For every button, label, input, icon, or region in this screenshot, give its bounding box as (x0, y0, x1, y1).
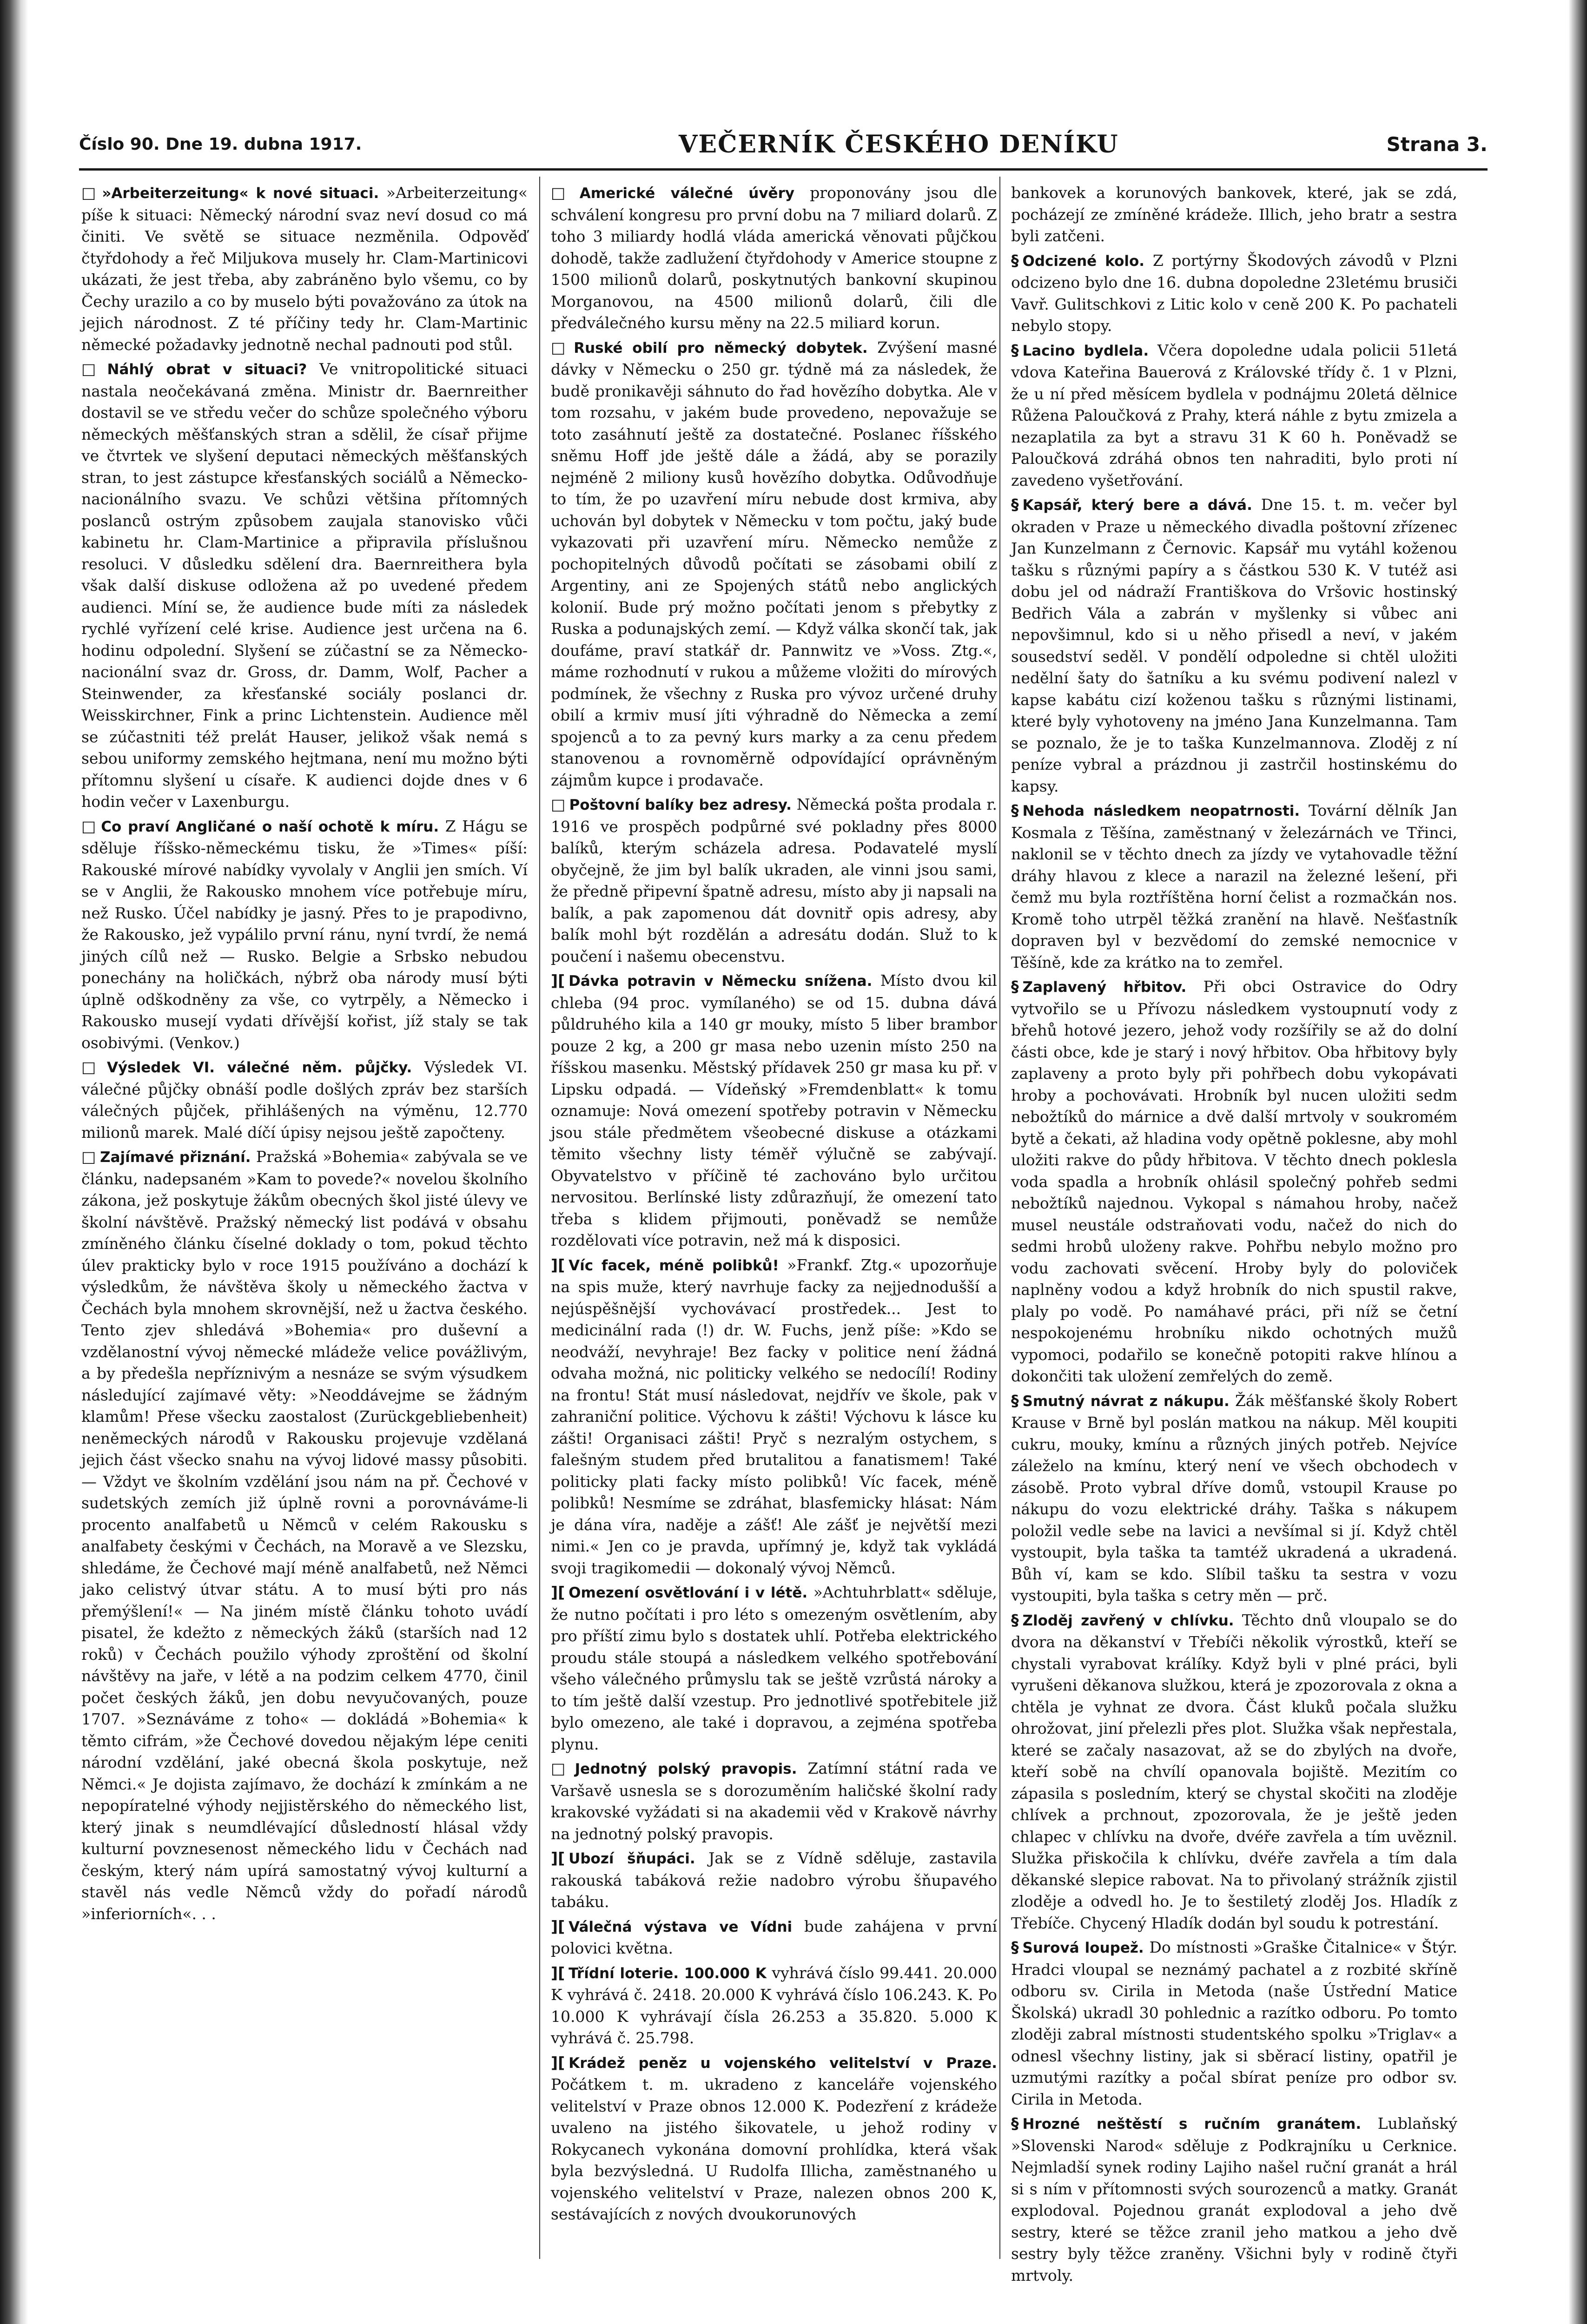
article (1011, 1937, 1457, 2110)
column-3 (1011, 182, 1457, 2284)
article-headline: Odcizené kolo. (1022, 252, 1145, 270)
article-body: Výsledek VI. válečné půjčky obnáší podle došlých zpráv bez starších válečných půjček, přihlášených na výměnu, 12.770 milionů marek. Malé díčí úpisy nejsou ještě započteny. (81, 1058, 528, 1142)
page-header (79, 130, 1488, 163)
article-body: Z Hágu se sděluje říšsko-německému tisku, že »Times« píší: Rakouské mírové nabídky vyvolaly v Anglii jen smích. Ví se v Anglii, že Rakousko mnohem více potřebuje míru, než Rusko. Účel nabídky je jasný. Přes to je prapodivno, že Rakousko, jež vypálilo první ránu, nyní tvrdí, že nemá jiných cílů než — Rusko. Belgie a Srbsko nebudou ponechány na holičkách, nýbrž oba národy musí býti úplně odškodněny za vše, co vytrpěly, a Německo i Rakousko musejí vydati dřívější kořist, jíž staly se tak osobivými. (Venkov.) (81, 817, 528, 1052)
article-body: bude zahájena v první polovici května. (551, 1917, 997, 1957)
article-body: Včera dopoledne udala policii 51letá vdova Kateřina Bauerová z Královské třídy č. 1 v Plzni, že u ní před měsícem bydlela v podnájmu 20letá dělnice Růžena Paloučková z Prahy, která náhle z bytu zmizela a nezaplatila za byt a stravu 31 K 60 h. Poněvadž se Paloučková zdráhá obnos ten nahraditi, bylo proti ní zavedeno vyšetřování. (1011, 341, 1457, 489)
article (1011, 250, 1457, 337)
article-marker: □ (551, 795, 566, 813)
page-number: Strana 3. (1386, 133, 1488, 156)
article-body: Německá pošta prodala r. 1916 ve prospěch podpůrné své pokladny přes 8000 balíků, kterým scházela adresa. Podavatelé myslí obyčejně, že jim byl balík ukraden, ale vinni jsou sami, že předně připevní špatně adresu, místo aby ji napsali na balík, a pak zapomenou dát dovnitř opis adresy, aby balík mohl být rozdělán a adresátu dodán. Služ to k poučení i našemu obecenstvu. (551, 795, 997, 965)
issue-date: Číslo 90. Dne 19. dubna 1917. (79, 135, 362, 154)
article-headline: Co praví Angličané o naší ochotě k míru. (101, 818, 439, 835)
article-headline: Smutný návrat z nákupu. (1022, 1393, 1230, 1410)
article (551, 337, 997, 792)
article-body: »Achtuhrblatt« sděluje, že nutno počítati i pro léto s omezeným osvětlením, aby pro příští zimu bylo s dostatek uhlí. Potřeba elektrického proudu stále stoupá a následkem velkého spotřebování všeho válečného průmyslu tak se ještě vzrůstá nároky a to tím ještě další vzestup. Pro jednotlivé spotřebitele již bylo omezeno, ale také i dopravou, a zejména spotřeba plynu. (551, 1583, 997, 1753)
article-body: »Arbeiterzeitung« píše k situaci: Německý národní svaz neví dosud co má činiti. Ve světě se situace nezměnila. Odpověď čtyřdohody a řeč Miljukova musely hr. Clam-Martinicovi ukázati, že jest třeba, aby zabráněno bylo všemu, co by Čechy urazilo a co by muselo býti považováno za útok na jejich národnost. Z té příčiny tedy hr. Clam-Martinic německé požadavky jednotně nechal padnouti pod stůl. (81, 184, 528, 354)
article-headline: Nehoda následkem neopatrnosti. (1022, 803, 1300, 819)
article-body: Lublaňský »Slovenski Narod« sděluje z Podkrajníku u Cerknice. Nejmladší synek rodiny Lajiho našel ruční granát a hrál si s ním v přítomnosti svých sourozenců a matky. Granát explodoval. Pojednou granát explodoval a jeho dvě sestry, které se těžce zranil jeho matkou a jeho dvě sestry byly těžce zraněny. Všichni byly v rodině čtyři mrtvoly. (1011, 2114, 1457, 2284)
article-body: Při obci Ostravice do Odry vytvořilo se u Přívozu následkem vystoupnutí vody z břehů hotové jezero, jehož vody rozšířily se až do dolní části obce, kde je starý i nový hřbitov. Oba hřbitovy byly zaplaveny a proto byly při pohřbech dobu vykopávati hroby a pochovávati. Hrobník byl nucen uložiti sedm nebožtíků do márnice a dvě další mrtvoly v soukromém bytě a čekati, až hladina vody opětně poklesne, aby mohl uložiti rakve do půdy hřbitova. V těchto dnech poklesla voda spadla a hrobník ohlásil společný pohřeb sedmi nebožtíků najednou. Vykopal s námahou hroby, načež musel neustále odstraňovati vodu, načež do nich do sedmi hrobů uloženy rakve. Pohřbu nebylo možno pro vodu zachovati svěcení. Hroby byly do poloviček naplněny vodou a když hrobník do nich spustil rakve, plaly po vodě. Po namáhavé práci, při níž se četní nespokojenému hrobníku nikdo ochotných mužů vypomoci, podařilo se konečně potopiti rakve hlínou a dokončiti tak uložení zemřelých do země. (1011, 977, 1457, 1385)
article-headline: Omezení osvětlování i v létě. (569, 1585, 808, 1601)
article-body: Těchto dnů vloupalo se do dvora na děkanství v Třebíči několik výrostků, kteří se chystali vyrabovat králíky. Když byli v plné práci, byli vyrušeni děkanova služkou, která je zpozorovala z okna a chtěla je vyhnat ze dvora. Část kluků počala služku ohrožovat, jiní přelezli přes plot. Služka však nepřestala, které se začaly nasazovat, až se do zbylých na dvoře, kteří sobě na chvílí opanovala bojiště. Mezitím co zápasila s posledním, který se chystal skočiti na zloděje chlívek a prchnout, zpozorovala, že je ještě jeden chlapec v chlívku na dvoře, dvéře zavřela a tím uvěznil. Služka přiskočila k chlívku, dvéře zavřela a tím dala děkanské slepice rabovat. Na to přivolaný strážník zjistil zloděje a odvedl ho. Je to šestiletý zloděj Jos. Hladík z Třebíče. Chycený Hladík dodán byl soudu k potrestání. (1011, 1611, 1457, 1932)
article-marker: ][ (551, 1917, 565, 1935)
article (81, 358, 528, 813)
article-marker: □ (81, 1148, 97, 1166)
article (551, 182, 997, 334)
article-marker: ][ (551, 971, 565, 990)
article-headline: Lacino bydlela. (1022, 342, 1149, 359)
article-headline: Kapsář, který bere a dává. (1022, 497, 1252, 514)
article-headline: Surová loupež. (1022, 1940, 1144, 1956)
article-marker: § (1011, 1938, 1019, 1956)
article-headline: Válečná výstava ve Vídni (569, 1918, 793, 1935)
article-body: Jak se z Vídně sděluje, zastavila rakouská tabáková režie nadobro výrobu šňupavého tabáku. (551, 1849, 998, 1911)
article-body: bankovek a korunových bankovek, které, jak se zdá, pocházejí ze zmíněné krádeže. Illich, jeho bratr a sestra byli zatčeni. (1011, 184, 1457, 245)
article-marker: § (1011, 341, 1019, 359)
article-body: Žák měšťanské školy Robert Krause v Brně byl poslán matkou na nákup. Měl koupiti cukru, mouky, kmínu a různých jiných potřeb. Nejvíce záleželo na kmínu, který není ve všech obchodech v zásobě. Proto vybral dříve domů, vstoupil Krause po nákupu do vozu elektrické dráhy. Taška s nákupem položil vedle sebe na lavici a nevšímal si jí. Když chtěl vystoupit, byla taška ta tamtéž ukradená a ukradená. Bůh ví, kam se kdo. Slíbil tašku ta sestra v vozu vystoupiti, byla taška s cetry měn — prč. (1011, 1391, 1457, 1604)
article-marker: ][ (551, 1963, 565, 1982)
header-rule (79, 168, 1488, 171)
article-marker: § (1011, 2114, 1019, 2133)
article-body: Počátkem t. m. ukradeno z kanceláře vojenského velitelství v Praze obnos 12.000 K. Podezření z krádeže uvaleno na jistého šikovatele, u jehož rodiny v Rokycanech vykonána domovní prohlídka, která však byla bezvýsledná. U Rudolfa Illicha, zaměstnaného u vojenského velitelství v Praze, nalezen obnos 200 K, sestávajících z nových dvoukorunových (551, 2075, 997, 2223)
article-body: Zatímní státní rada ve Varšavě usnesla se s dorozuměním haličské školní rady krakovské vyžádati si na akademii věd v Krakově návrhy na jednotný polský pravopis. (551, 1759, 997, 1843)
article-marker: □ (81, 360, 104, 378)
article (551, 794, 997, 967)
article (551, 1962, 997, 2049)
article (81, 816, 528, 1054)
article-headline: Zloděj zavřený v chlívku. (1022, 1612, 1234, 1629)
article-headline: Výsledek VI. válečné něm. půjčky. (106, 1059, 412, 1076)
article (1011, 340, 1457, 492)
article-headline: Americké válečné úvěry (579, 185, 795, 202)
article-marker: ][ (551, 2053, 565, 2072)
article (551, 1254, 997, 1579)
article (1011, 976, 1457, 1387)
column-1 (81, 182, 528, 2260)
article-body: Ve vnitropolitické situaci nastala neočekávaná změna. Ministr dr. Baernreither dostavil se ve středu večer do schůze společného výboru německých měšťanských stran a sdělil, že císař přijme ve čtvrtek ve slyšení deputaci německých měšťanských stran, to jest zástupce křesťanských sociálů a Německo-nacionálního svazu. Ve schůzi většina přítomných poslanců ostrým způsobem zaujala stanovisko vůči kabinetu hr. Clam-Martinice a připravila příslušnou resoluci. V důsledku sdělení dra. Baernreithera byla však další diskuse odložena až po uvedené předem audienci. Míní se, že audience bude míti za následek rychlé vyřízení celé krise. Audience jest určena na 6. hodinu odpolední. Slyšení se zúčastní se za Německo-nacionální svaz dr. Gross, dr. Damm, Wolf, Pacher a Steinwender, za křesťanské sociály poslanci dr. Weisskirchner, Fink a princ Lichtenstein. Audience měl se zúčastniti též prelát Hauser, jelikož však nemá s sebou uniformy zemského hejtmana, není mu možno býti přítomnu slyšení u císaře. K audienci dojde dnes v 6 hodin večer v Laxenburgu. (81, 360, 528, 811)
article-marker: □ (81, 1058, 103, 1076)
article (1011, 1610, 1457, 1934)
article-marker: ][ (551, 1583, 565, 1601)
article-headline: Ubozí šňupáci. (569, 1850, 695, 1867)
article (81, 1146, 528, 1925)
article-headline: Hrozné neštěstí s ručním granátem. (1022, 2116, 1362, 2133)
article-headline: Náhlý obrat v situaci? (107, 361, 307, 378)
article-marker: ][ (551, 1255, 565, 1274)
article-marker: □ (551, 184, 576, 202)
article-body: Z portýrny Škodových závodů v Plzni odcizeno bylo dne 16. dubna dopoledne 23letému brusiči Vavř. Gulitschkovi z Litic kolo v ceně 200 K. Po pachateli nebylo stopy. (1011, 251, 1457, 335)
scan-edge-right (1568, 0, 1587, 2324)
article-marker: □ (551, 338, 570, 357)
article-body: Tovární dělník Jan Kosmala z Těšína, zaměstnaný v železárnách ve Třinci, naklonil se v těchto dnech za jízdy ve vytahovadle těžní dráhy hlavou z klece a narazil na železné lešení, při čemž mu byla roztříštěna horní čelist a rozmačkán nos. Kromě toho utrpěl těžká zranění na hlavě. Nešťastník dopraven byl v bezvědomí do zemské nemocnice v Těšíně, kde za krátko na to zemřel. (1011, 801, 1457, 971)
article (1011, 1390, 1457, 1607)
article-body: Místo dvou kil chleba (94 proc. vymílaného) se od 15. dubna dává půldruhého kila a 140 gr mouky, místo 5 liber brambor pouze 2 kg, a 200 gr masa nebo uzenin místo 250 na říšskou masenku. Městský přídavek 250 gr masa ku př. v Lipsku odpadá. — Vídeňský »Fremdenblatt« k tomu oznamuje: Nová omezení spotřeby potravin v Německu jsou stále předmětem všeobecné diskuse a otázkami těmito všechny listy téměř výlučně se zabývají. Obyvatelstvo v příčině té zachováno bylo určitou nervositou. Berlínské listy zdůrazňují, že omezení tato třeba s klidem přijmouti, poněvadž se nemůže rozdělovati více potravin, než má k disposici. (551, 971, 997, 1249)
article-headline: Krádež peněz u vojenského velitelství v Praze. (569, 2054, 997, 2072)
article (81, 1056, 528, 1143)
article-marker: □ (81, 184, 99, 202)
article (1011, 800, 1457, 973)
article-headline: Víc facek, méně polibků! (569, 1257, 779, 1274)
article (551, 2052, 997, 2225)
article-marker: § (1011, 977, 1019, 996)
article (551, 1582, 997, 1755)
article-headline: Zajímavé přiznání. (100, 1149, 251, 1166)
article-body: Dne 15. t. m. večer byl okraden v Praze u německého divadla poštovní zřízenec Jan Kunzelmann z Černovic. Kapsář mu vytáhl koženou tašku s různými papíry a s částkou 530 K. V tutéž asi dobu jel od nádraží Františkova do Vršovic hostinský Bedřich Vála a zabrán v myšlenky si vůbec ani nepovšimnul, kdo si u něho přisedl a neví, v jakém sousedství seděl. V pondělí odpoledne si chtěl uložiti nedělní šaty do šatníku a ku svému podivení nalezl v kapse kabátu cizí koženou tašku s různými listinami, které byly vyhotoveny na jméno Jana Kunzelmanna. Tam se poznalo, že je to taška Kunzelmannova. Zloděj z ní peníze vybral a prázdnou ji zastrčil hostinskému do kapsy. (1011, 495, 1457, 795)
article-marker: □ (81, 817, 98, 835)
article-headline: Zaplavený hřbitov. (1022, 979, 1187, 996)
article-body: Zvýšení masné dávky v Německu o 250 gr. týdně má za následek, že budě pronikavěji sáhnuto do řad hovězího dobytka. Ale v tom rozsahu, v jakém bude provedeno, nepovažuje se toto zasáhnutí ještě za dostatečné. Poslanec říšského sněmu Hoff jde ještě dále a žádá, aby se porazily nejméně 2 miliony kusů hovězího dobytka. Odůvodňuje to tím, že po uzavření míru nebude dost krmiva, aby uchován byl dobytek v Německu v tom počtu, jaký bude vykazovati při uzavření míru. Německo nemůže z pochopitelných důvodů počítati se zásobami obilí z Argentiny, ani ze Spojených států nebo anglických kolonií. Bude prý možno počítati jenom s přebytky z Ruska a podunajských zemí. — Když válka skončí tak, jak doufáme, praví statkář dr. Pannwitz ve »Voss. Ztg.«, máme rozhodnutí v rukou a můžeme vložiti do mírových podmínek, že všechny z Ruska pro vývoz určené druhy obilí a krmiv musí jíti výhradně do Německa a zemí spojenců a to za pevný kurs marky a za cenu předem stanovenou a rovnoměrně odpovídající oprávněným zájmům kupce i prodavače. (551, 338, 997, 789)
article-headline: »Arbeiterzeitung« k nové situaci. (102, 185, 379, 202)
article-body: vyhrává číslo 99.441. 20.000 K vyhrává č. 2418. 20.000 K vyhrává číslo 106.243. K. Po 10.000 K vyhrávají čísla 26.253 a 35.820. 5.000 K vyhrává č. 25.798. (551, 1963, 997, 2047)
article-headline: Poštovní balíky bez adresy. (569, 797, 792, 813)
article-body: proponovány jsou dle schválení kongresu pro první dobu na 7 miliard dolarů. Z toho 3 miliardy hodlá vláda americká věnovati půjčkou dohodě, takže zadlužení čtyřdohody v Americe stoupne z 1500 milionů dolarů, poskytnutých bankovní skupinou Morganovou, na 4500 milionů dolarů, čili dle předválečného kursu měny na 22.5 miliard korun. (551, 184, 997, 332)
article-body: Do místnosti »Graške Čitalnice« v Štýr. Hradci vloupal se neznámý pachatel a z rozbité skříně odboru sv. Cirila in Metoda (naše Ústřední Matice Školská) ukradl 30 pohlednic a razítko odboru. Po tomto zloději zabral místnosti studentského spolku »Triglav« a odnesl všechny listiny, jak si sběrací listiny, opatřil je uzmutými razítky a počal sbírat peníze pro odbor sv. Cirila in Metoda. (1011, 1938, 1457, 2108)
article-marker: § (1011, 801, 1019, 819)
article-marker: □ (551, 1759, 571, 1777)
article-body: Pražská »Bohemia« zabývala se ve článku, nadepsaném »Kam to povede?« novelou školního zákona, jež poskytuje žákům obecných škol jisté úlevy ve školní návštěvě. Pražský německý list podává v obsahu zmíněného článku číselné doklady o tom, pokud těchto úlev prakticky bylo v roce 1915 používáno a dochází k výsledkům, že návštěva školy u německého žactva v Čechách byla mnohem skrovnější, než u žactva českého. Tento zjev shledává »Bohemia« pro duševní a vzdělanostní vývoj německé mládeže velice povážlivým, a by předešla nepříznivým a nesnáze se svým výsudkem následující zajímavé věty: »Neoddávejme se žádným klamům! Přese všecku zaostalost (Zurückgebliebenheit) neněmeckých národů v Rakousku projevuje vzdělaná jejich část všecko snahu na vývoj lidové massy působiti. — Vždyt ve školním vzdělání jsou nám na př. Čechové v sudetských zemích již úplně rovni a porovnáváme-li procento analfabetů u Němců v celém Rakousku s analfabety českými v Čechách, na Moravě a ve Slezsku, shledáme, že Čechové mají méně analfabetů, než Němci jako celistvý útvar státu. A to musí býti pro nás přemýšlení!« — Na jiném místě článku tohoto uvádí pisatel, že kdežto z německých žáků (starších nad 12 roků) v Čechách použilo výhody zproštění od školní návštěvy na jaře, v létě a na podzim celkem 4770, činil počet českých žáků, jen dobu nevyučovaných, pouze 1707. »Seznáváme z toho« — dokládá »Bohemia« k těmto cifrám, »že Čechové dovedou nějakým lépe ceniti národní vzdělání, jaké obecná škola poskytuje, než Němci.« Je dojista zajímavo, že dochází k zmínkám a ne nepopíratelné výhody nejjistěrského do německého list, který jinak s neumdlévající důsledností hlásal vždy kulturní povznesenost německého lidu v Čechách nad českým, který nám upírá samostatný vývoj kulturní a stavěl nás vedle Němců vždy do pořadí národů »inferiorních«. . . (81, 1148, 528, 1923)
article (551, 970, 997, 1252)
article-headline: Dávka potravin v Německu snížena. (569, 973, 873, 990)
masthead: VEČERNÍK ČESKÉHO DENÍKU (679, 130, 1119, 158)
article-marker: § (1011, 1611, 1019, 1629)
article (1011, 182, 1457, 247)
article-headline: Jednotný polský pravopis. (575, 1761, 797, 1777)
article-marker: § (1011, 1391, 1019, 1410)
article (81, 182, 528, 356)
column-2 (551, 182, 997, 2260)
article-marker: § (1011, 251, 1019, 270)
article-marker: ][ (551, 1849, 565, 1867)
article (1011, 2113, 1457, 2286)
column-divider (539, 177, 540, 2259)
article (551, 1758, 997, 1845)
article-body: »Frankf. Ztg.« upozorňuje na spis muže, který navrhuje facky za nejjednodušší a nejúspěšnější vychovávací prostředek... Jest to medicinální rada (!) dr. W. Fuchs, jenž píše: »Kdo se neodváží, nevyhraje! Bez facky v politice není žádná odvaha možná, nic politicky velkého se nedocílí! Rodiny na frontu! Stát musí následovat, nejdřív ve škole, pak v zahraniční politice. Výchovu k zášti! Výchovu k lásce ku zášti! Organisaci zášti! Pryč s nezralým ostychem, s falešným studem před brutalitou a fanatismem! Také politicky plati facky místo polibků! Víc facek, méně polibků! Nesmíme se zdráhat, blasfemicky hlásat: Nám je dána víra, naděje a zášť! Ale zášť je největší mezi nimi.« Jen co je pravda, upřímný je, když tak vykládá svoji tragikomedii — dokonalý vývoj Němců. (551, 1255, 997, 1577)
article (551, 1848, 997, 1913)
article-headline: Ruské obilí pro německý dobytek. (574, 339, 868, 357)
scan-edge-left (0, 0, 28, 2324)
article-marker: § (1011, 495, 1019, 514)
article (1011, 494, 1457, 797)
article (551, 1916, 997, 1960)
column-divider (999, 177, 1000, 2259)
article-headline: Třídní loterie. 100.000 K (569, 1965, 767, 1982)
